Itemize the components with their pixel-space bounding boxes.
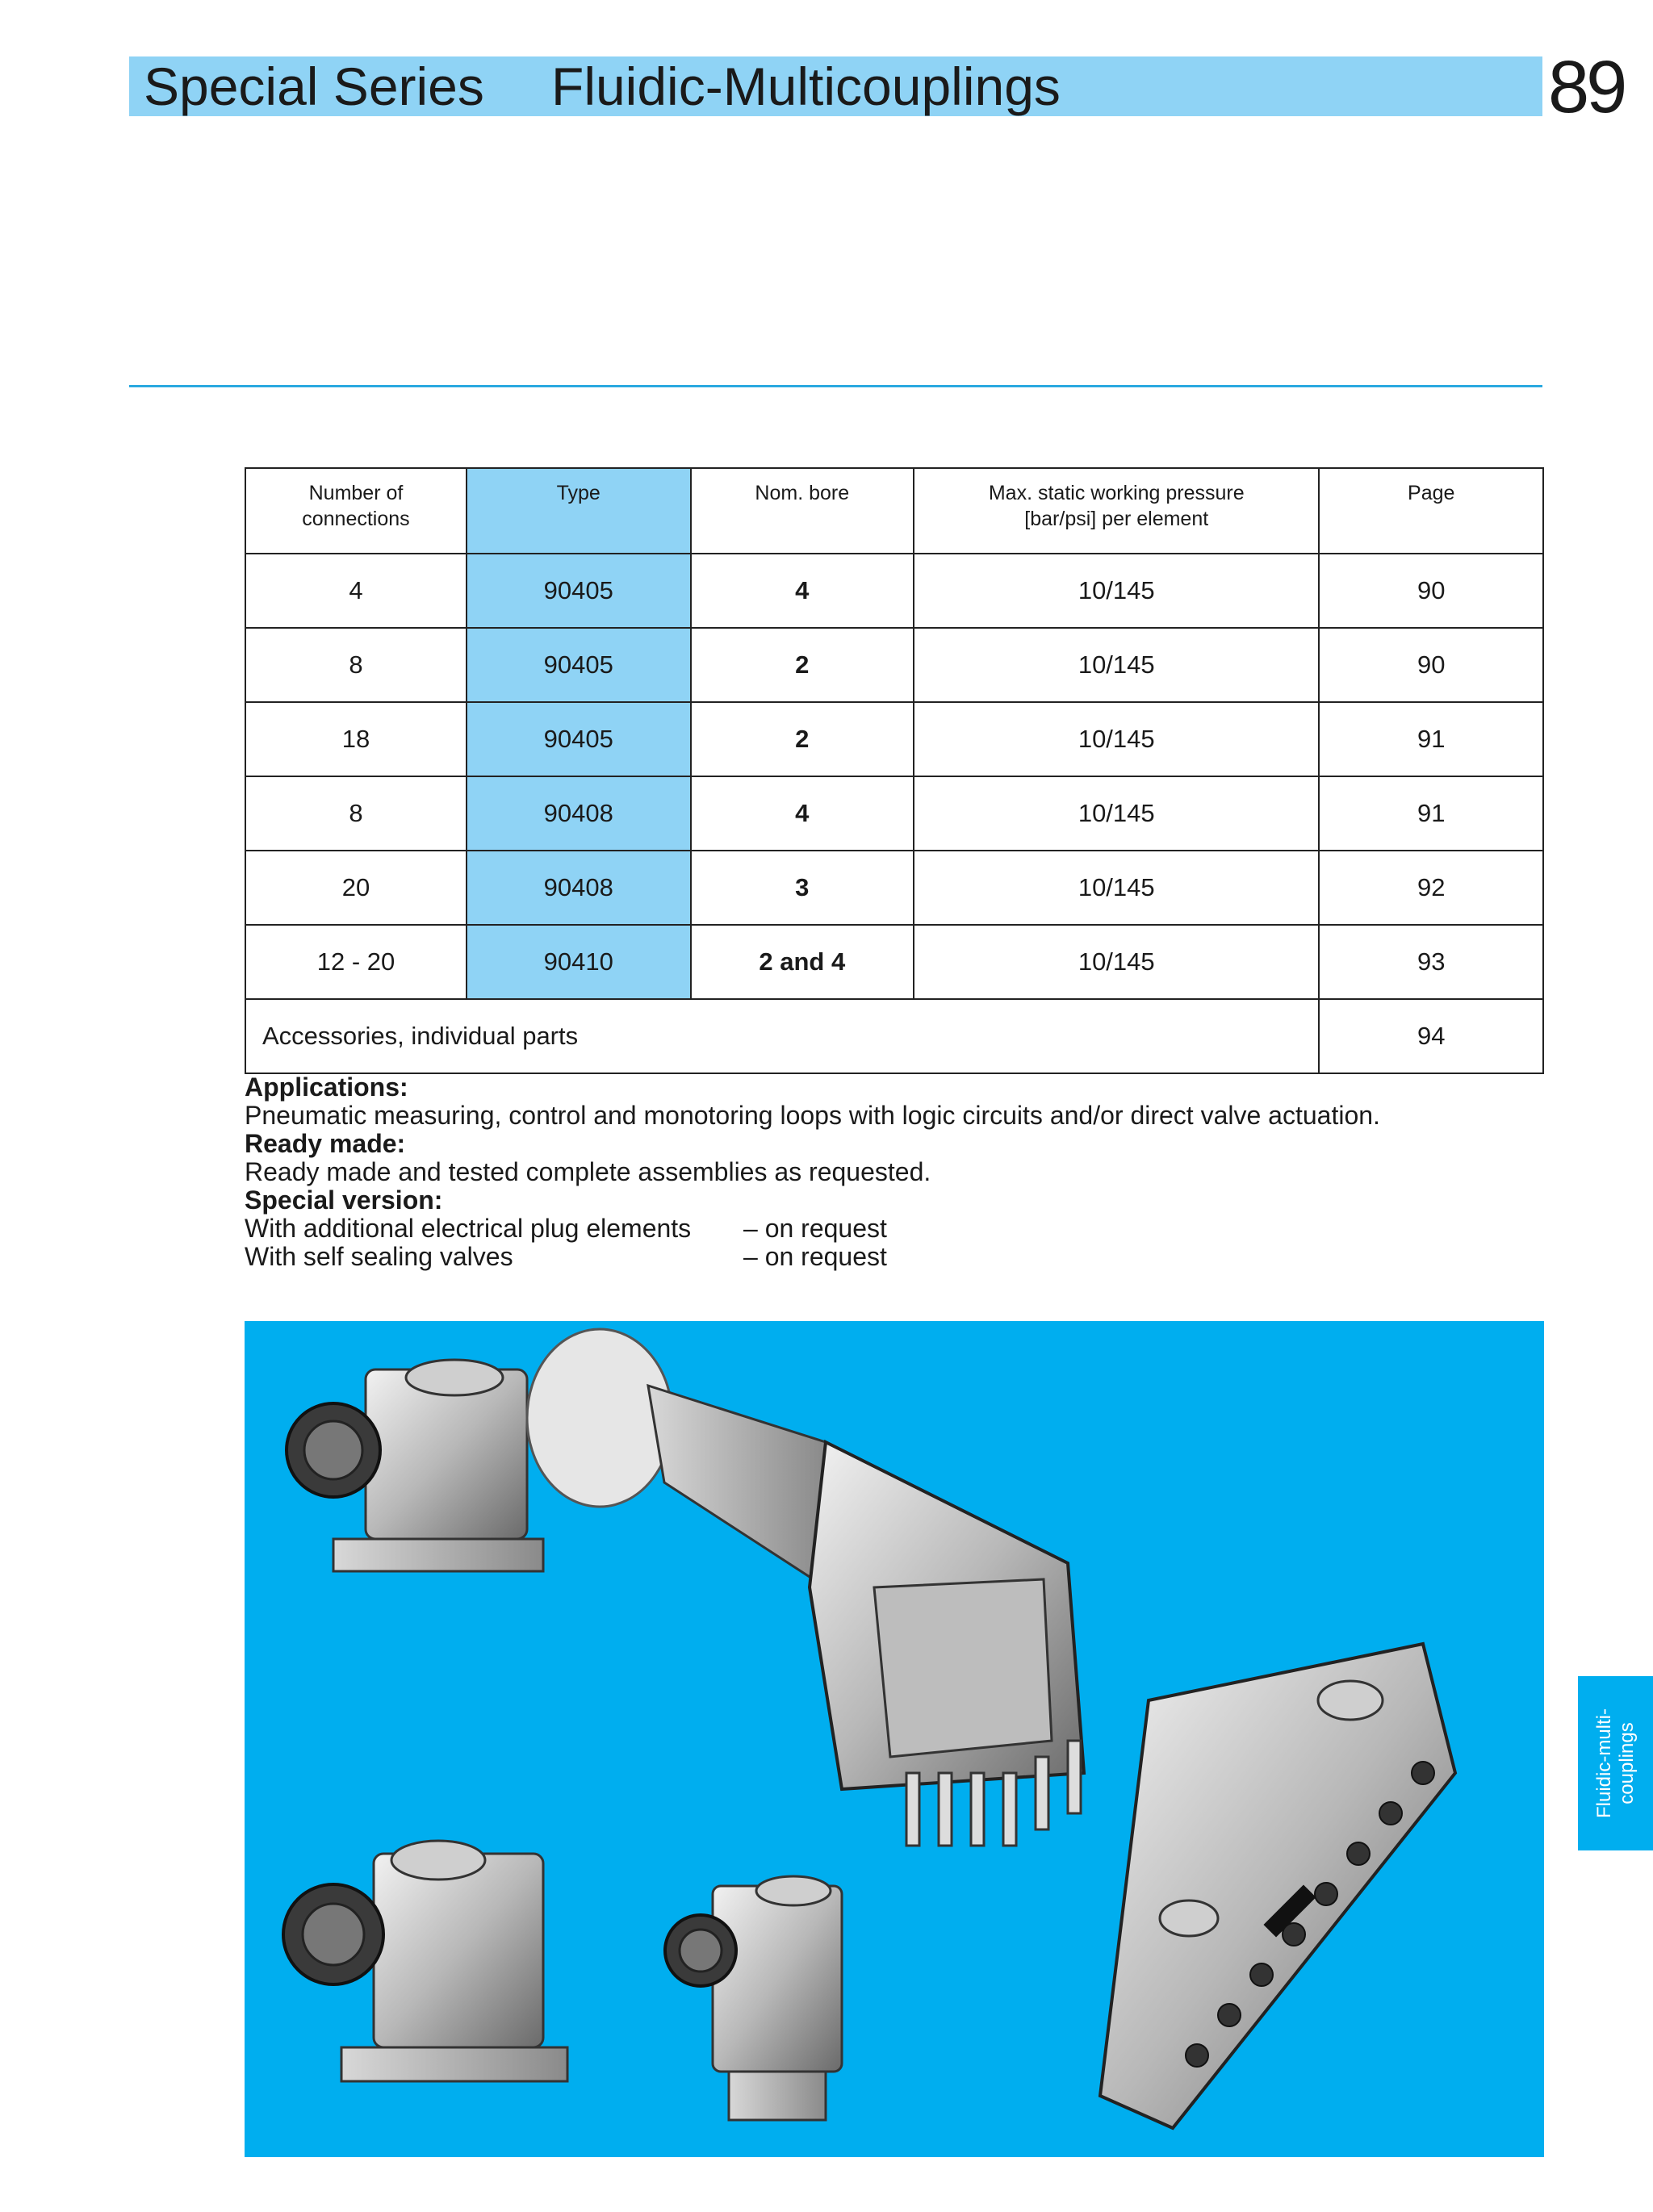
- cell-bore: 4: [691, 554, 914, 628]
- cell-page: 90: [1319, 628, 1543, 702]
- special-item-value: – on request: [743, 1214, 887, 1243]
- cell-connections: 8: [245, 628, 467, 702]
- cell-page: 90: [1319, 554, 1543, 628]
- table-row: [245, 554, 1543, 628]
- cell-type: 90405: [467, 702, 691, 776]
- accessories-label: Accessories, individual parts: [245, 999, 1319, 1073]
- cell-connections: 18: [245, 702, 467, 776]
- table-header-row: [245, 468, 1543, 554]
- cell-page: 91: [1319, 776, 1543, 851]
- page-title: Fluidic-Multicouplings: [551, 56, 1061, 116]
- cell-bore: 3: [691, 851, 914, 925]
- cell-connections: 4: [245, 554, 467, 628]
- table-row: [245, 702, 1543, 776]
- cell-pressure: 10/145: [914, 702, 1319, 776]
- header-series: Special Series: [144, 56, 484, 116]
- special-item-label: With self sealing valves: [245, 1242, 513, 1271]
- side-tab-label: [1593, 1708, 1638, 1818]
- cell-pressure: 10/145: [914, 851, 1319, 925]
- cell-type: 90410: [467, 925, 691, 999]
- col-header-bore: Nom. bore: [691, 468, 914, 554]
- cell-connections: 12 - 20: [245, 925, 467, 999]
- connector-housing-bottom-left: [283, 1841, 567, 2081]
- table-row: [245, 776, 1543, 851]
- col-header-connections: Number of connections: [245, 468, 467, 554]
- special-version-item: [245, 1215, 1552, 1243]
- cell-bore: 2: [691, 702, 914, 776]
- side-tab-line1: Fluidic-multi-: [1592, 1708, 1615, 1819]
- cell-connections: 8: [245, 776, 467, 851]
- ready-made-text: Ready made and tested complete assemblies as requested.: [245, 1157, 931, 1186]
- divider-rule: [129, 385, 1542, 387]
- cell-type: 90405: [467, 554, 691, 628]
- cell-page: 93: [1319, 925, 1543, 999]
- cell-type: 90408: [467, 851, 691, 925]
- applications-text: Pneumatic measuring, control and monotoring loops with logic circuits and/or direct valve actuation.: [245, 1101, 1380, 1130]
- connector-housing-top-left: [287, 1360, 543, 1571]
- section-side-tab[interactable]: [1578, 1676, 1653, 1850]
- cell-type: 90408: [467, 776, 691, 851]
- cell-type: 90405: [467, 628, 691, 702]
- ready-made-heading: Ready made:: [245, 1129, 406, 1158]
- cell-bore: 2: [691, 628, 914, 702]
- special-version-heading: Special version:: [245, 1185, 443, 1215]
- cell-connections: 20: [245, 851, 467, 925]
- cell-pressure: 10/145: [914, 925, 1319, 999]
- cell-pressure: 10/145: [914, 628, 1319, 702]
- multicoupling-plug-strip: [1100, 1644, 1455, 2128]
- cell-pressure: 10/145: [914, 776, 1319, 851]
- accessories-row: [245, 999, 1543, 1073]
- table-row: [245, 851, 1543, 925]
- col-header-type: Type: [467, 468, 691, 554]
- accessories-page: 94: [1319, 999, 1543, 1073]
- cell-page: 91: [1319, 702, 1543, 776]
- col-header-page: Page: [1319, 468, 1543, 554]
- cell-page: 92: [1319, 851, 1543, 925]
- table-row: [245, 628, 1543, 702]
- special-version-item: [245, 1243, 1552, 1271]
- notes-section: [245, 1073, 1552, 1271]
- special-item-value: – on request: [743, 1242, 887, 1271]
- product-photo-illustration: [245, 1321, 1544, 2157]
- connector-housing-small: [665, 1876, 842, 2120]
- applications-heading: Applications:: [245, 1073, 408, 1102]
- spec-table: [245, 467, 1544, 1074]
- cell-pressure: 10/145: [914, 554, 1319, 628]
- cell-bore: 2 and 4: [691, 925, 914, 999]
- table-row: [245, 925, 1543, 999]
- multicoupling-large: [527, 1329, 1084, 1846]
- side-tab-line2: couplings: [1615, 1722, 1638, 1804]
- col-header-pressure: Max. static working pressure [bar/psi] per element: [914, 468, 1319, 554]
- cell-bore: 4: [691, 776, 914, 851]
- special-item-label: With additional electrical plug elements: [245, 1214, 692, 1243]
- product-photo: [245, 1321, 1544, 2157]
- page-number: 89: [1548, 46, 1625, 128]
